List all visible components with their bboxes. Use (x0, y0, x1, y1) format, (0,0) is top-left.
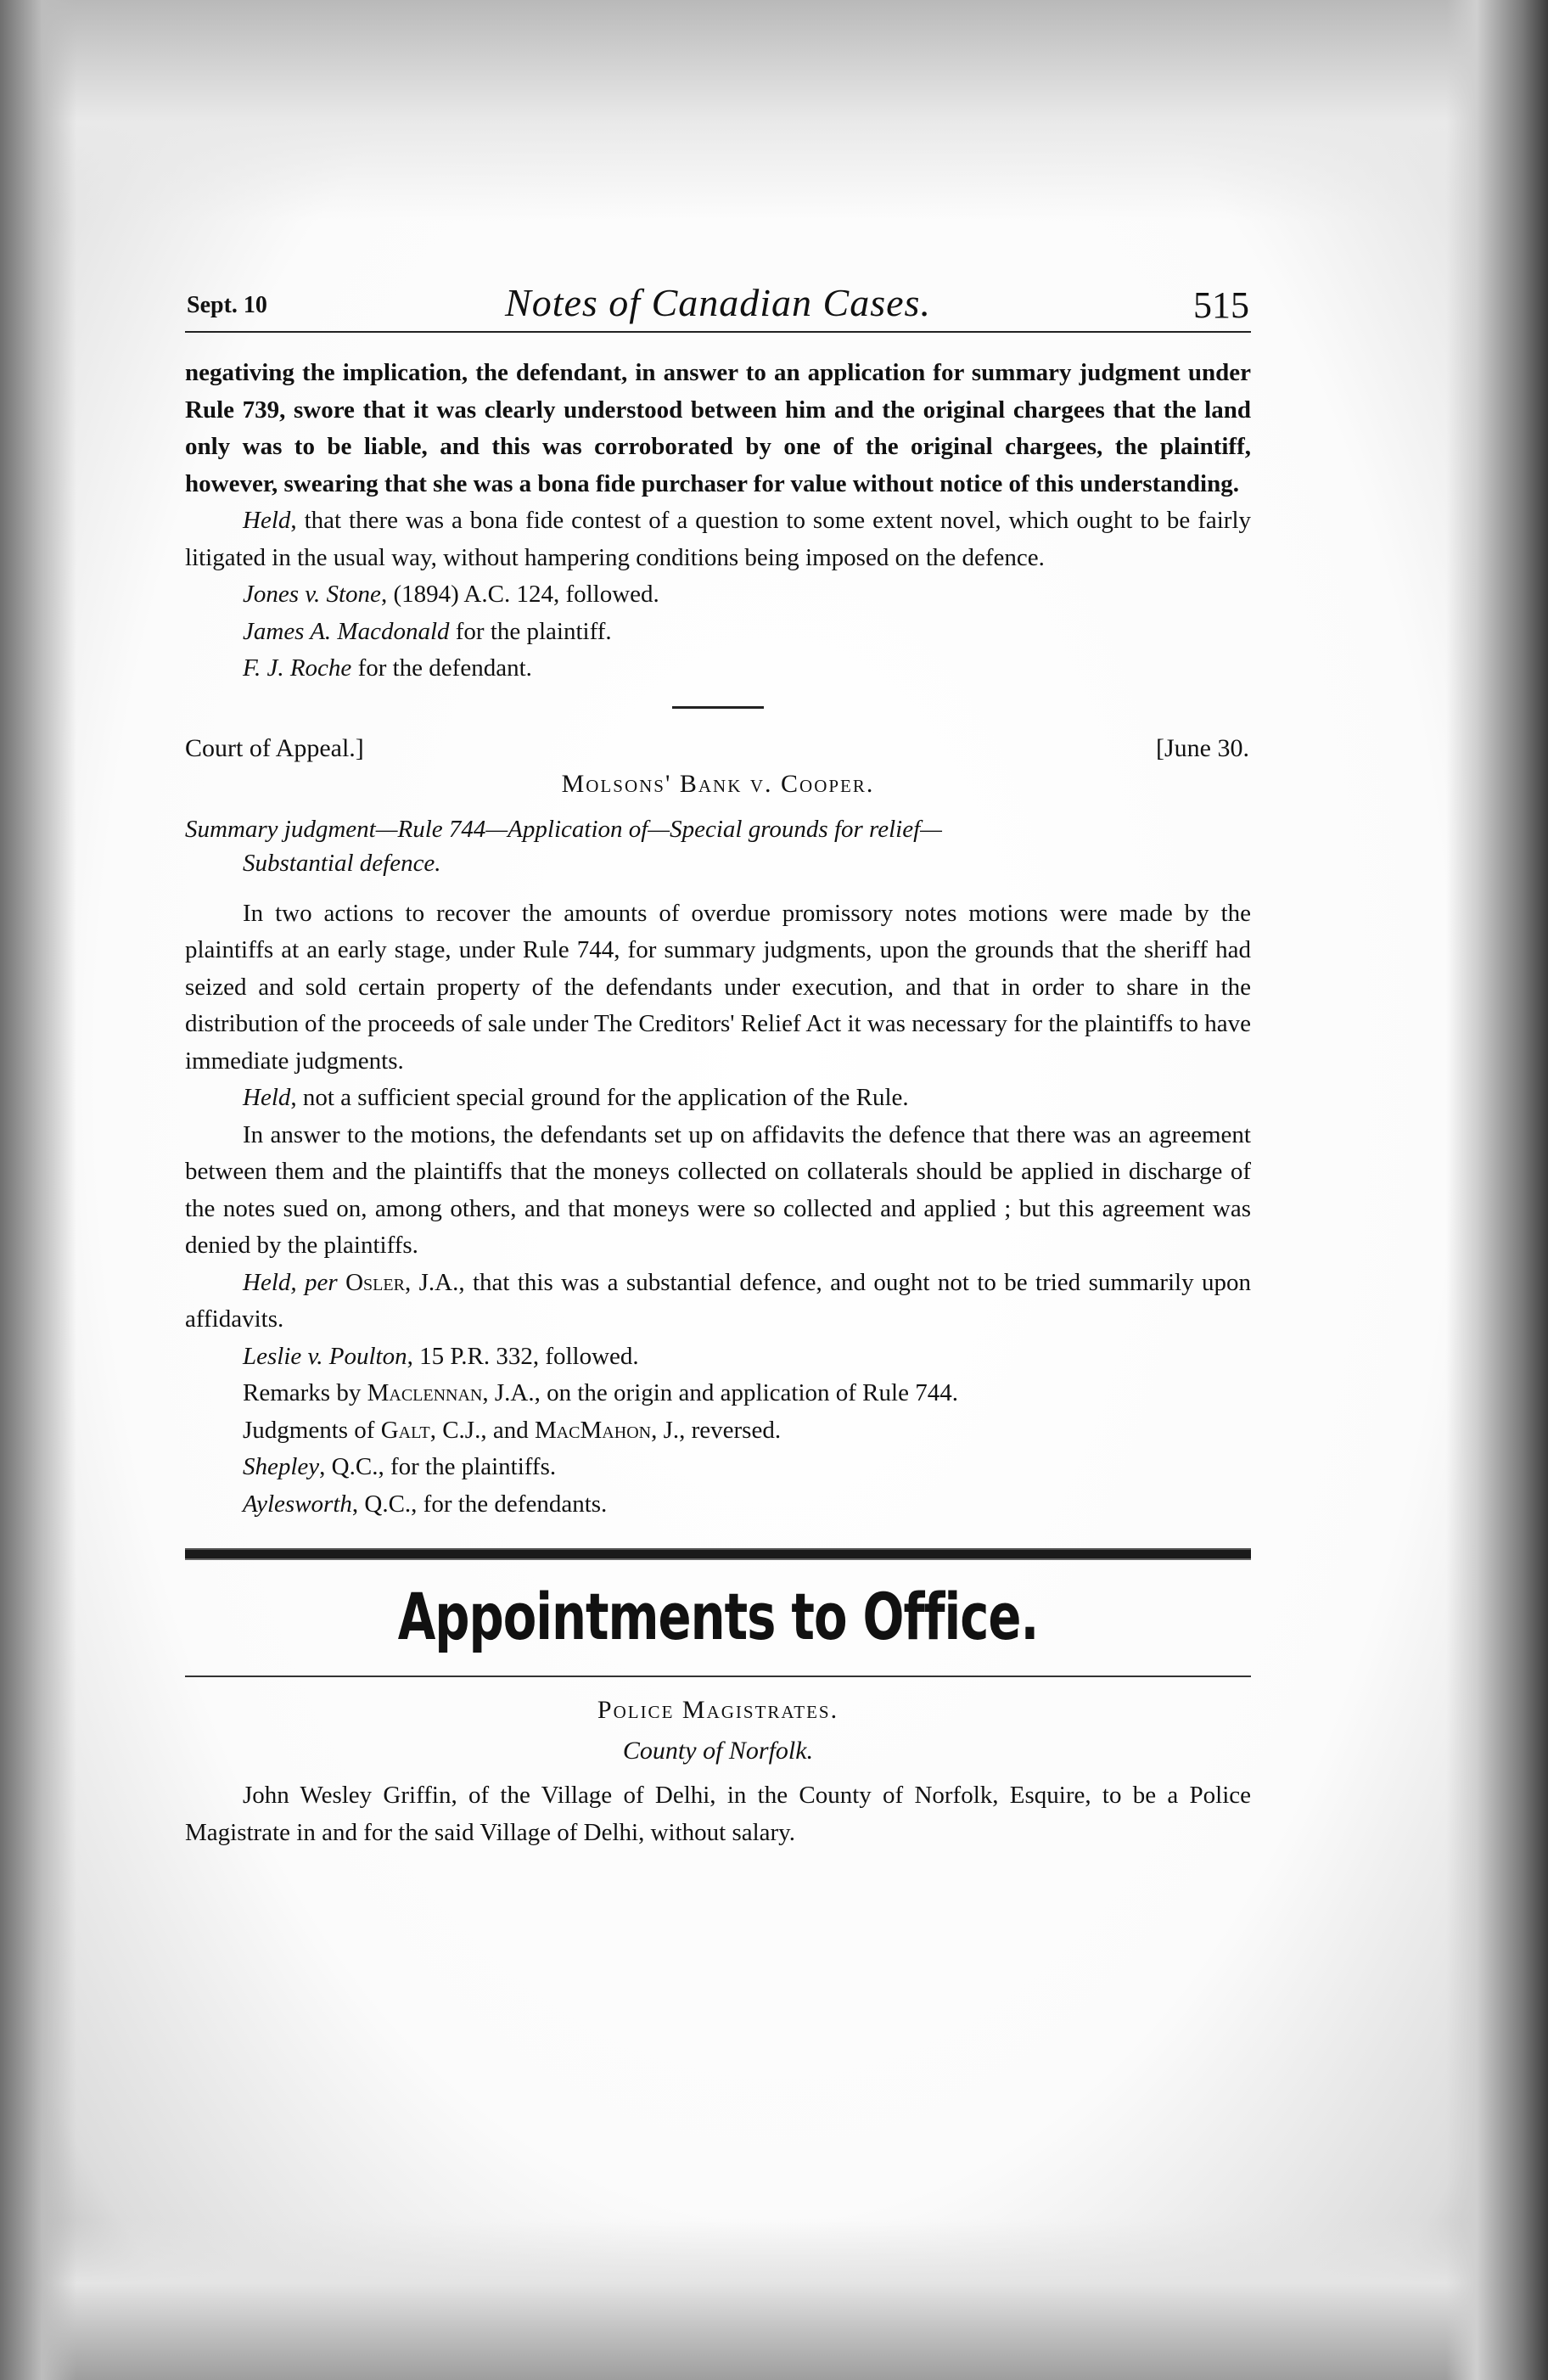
counsel-plaintiff-rest: , Q.C., for the plaintiffs. (319, 1453, 557, 1480)
headnote-line-1: Summary judgment—Rule 744—Application of—Special grounds for relief— (185, 815, 942, 843)
subheading: Police Magistrates. (597, 1696, 839, 1724)
citation-rest: , (1894) A.C. 124, followed. (380, 581, 659, 608)
counsel-defendant-name: F. J. Roche (243, 654, 352, 682)
judge-name: MacMahon (534, 1416, 652, 1444)
counsel-plaintiff-rest: for the plaintiff. (449, 617, 612, 645)
section-title: Appointments to Office. (397, 1580, 1039, 1655)
case-title: Molsons' Bank v. Cooper. (561, 769, 875, 798)
held-text: , not a sufficient special ground for the application of the Rule. (290, 1084, 909, 1111)
held-paragraph (185, 1265, 1251, 1339)
second-case-body (185, 895, 1251, 1524)
held-label: Held (243, 1084, 291, 1111)
citation-line (185, 576, 1251, 614)
second-case (185, 731, 1251, 1524)
held-label: Held (243, 507, 291, 534)
heavy-rule (185, 1548, 1251, 1560)
court-name: Court of Appeal.] (185, 733, 364, 762)
court-line (185, 731, 1251, 768)
citation-case: Jones v. Stone (243, 581, 381, 608)
page-number: 515 (1193, 284, 1249, 326)
case-separator (672, 706, 764, 709)
case-paragraph: In two actions to recover the amounts of overdue promissory notes motions were made by the plaintiffs at an early stage, under Rule 744, for summary judgments, upon the grounds that the sheriff had seized and sold certain property of the defendants under execution, and that in order to share in the distribution of the proceeds of sale under The Creditors' Relief Act it was necessary for the plaintiffs to have immediate judgments. (185, 899, 1251, 1075)
appointment-text: John Wesley Griffin, of the Village of Delhi, in the County of Norfolk, Esquire, to be a Police Magistrate in and for the said Village of Delhi, without salary. (185, 1782, 1251, 1846)
judge-name: Maclennan (367, 1379, 483, 1406)
counsel-plaintiff-line (185, 1449, 1251, 1486)
judgments-middle: , C.J., and (429, 1416, 535, 1444)
thin-rule (185, 1676, 1251, 1677)
citation-line (185, 1339, 1251, 1376)
judge-name: Osler (345, 1268, 405, 1296)
page-content (185, 280, 1251, 1851)
scan-shadow-right (1446, 0, 1548, 2380)
judgments-prefix: Judgments of (243, 1416, 381, 1444)
judge-name: Galt (380, 1416, 430, 1444)
remarks-suffix: , J.A., on the origin and application of Rule 744. (482, 1379, 958, 1406)
judgments-line (185, 1412, 1251, 1450)
headnote-line-2: Substantial defence. (243, 849, 441, 877)
held-text: , J.A., that this was a substantial defence, and ought not to be tried summarily upon affidavits. (185, 1268, 1252, 1333)
counsel-plaintiff-name: James A. Macdonald (243, 617, 450, 645)
appointments-section (185, 1696, 1251, 1851)
remarks-prefix: Remarks by (243, 1379, 367, 1406)
header-date: Sept. 10 (187, 292, 267, 318)
case-paragraph: negativing the implication, the defendant, in answer to an application for summary judgment under Rule 739, swore that it was clearly understood between him and the original chargees that the land only was to be liable, and this was corroborated by one of the original chargees, the plaintiff, however, swearing that she was a bona fide purchaser for value without notice of this understanding. (185, 359, 1251, 497)
case-paragraph: In answer to the motions, the defendants set up on affidavits the defence that there was an agreement between them and the plaintiffs that the moneys collected on collaterals should be applied in discharge of the notes sued on, among others, and that moneys were so collected and applied ; but this agreement was denied by the plaintiffs. (185, 1120, 1251, 1259)
counsel-plaintiff-line (185, 614, 1251, 651)
decision-date: [June 30. (1156, 733, 1249, 762)
scan-shadow-left (0, 0, 76, 2380)
counsel-defendant-rest: , Q.C., for the defendants. (351, 1490, 608, 1518)
citation-rest: , 15 P.R. 332, followed. (407, 1342, 639, 1370)
counsel-defendant-rest: for the defendant. (351, 654, 532, 682)
county-heading: County of Norfolk. (622, 1737, 814, 1765)
held-paragraph (185, 1080, 1251, 1117)
counsel-defendant-line (185, 1486, 1251, 1524)
counsel-plaintiff-name: Shepley (243, 1453, 320, 1480)
header-title: Notes of Canadian Cases. (505, 281, 931, 324)
running-header (185, 280, 1251, 333)
headnote (185, 812, 1251, 880)
held-label: Held, per (243, 1268, 338, 1296)
remarks-line (185, 1375, 1251, 1412)
appointment-paragraph (185, 1777, 1251, 1851)
counsel-defendant-line (185, 650, 1251, 688)
scan-shadow-bottom (0, 2219, 1548, 2380)
judgments-suffix: , J., reversed. (651, 1416, 782, 1444)
citation-case: Leslie v. Poulton (243, 1342, 407, 1370)
held-paragraph (185, 502, 1251, 576)
held-text: , that there was a bona fide contest of a question to some extent novel, which ought to be fairly litigated in the usual way, without hampering conditions being imposed on the defence. (185, 507, 1251, 571)
counsel-defendant-name: Aylesworth (243, 1490, 352, 1518)
scan-shadow-top (0, 0, 1548, 221)
first-case (185, 355, 1251, 688)
